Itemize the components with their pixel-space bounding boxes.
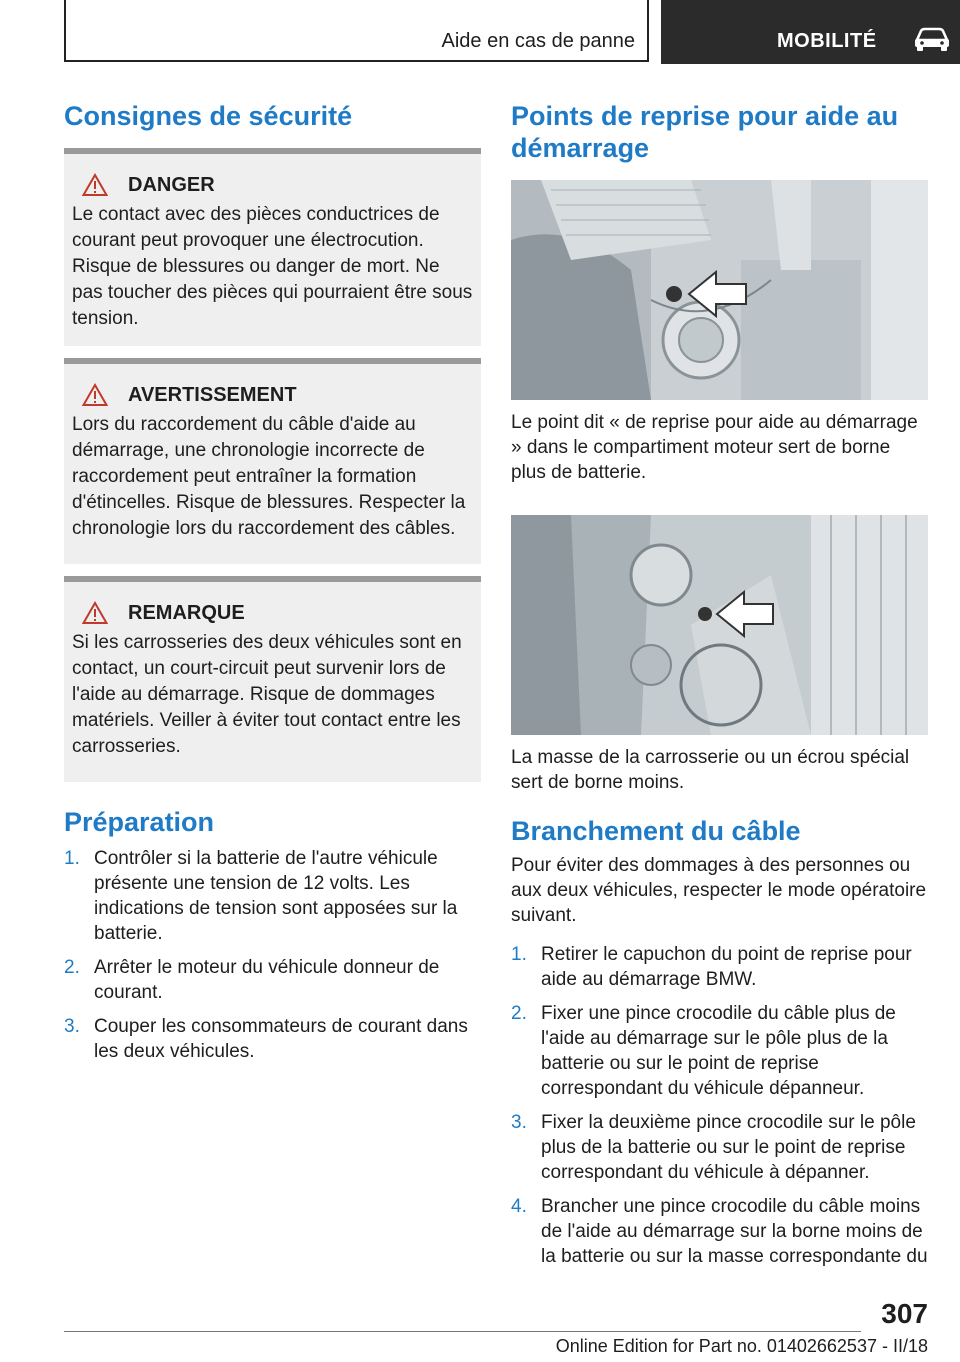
right-column [511, 100, 928, 1278]
page-header [0, 0, 960, 66]
list-item: 2. Fixer une pince crocodile du câble plus de l'aide au démarrage sur le pôle plus de la batterie ou sur le point de reprise correspondant du véhicule dépanneur. [511, 1003, 896, 1099]
list-item: 3. Fixer la deuxième pince crocodile sur le pôle plus de la batterie ou sur le point de reprise correspondant du véhicule à dépanner. [511, 1112, 916, 1183]
cable-steps [511, 942, 928, 1269]
warning-triangle-icon [82, 383, 108, 407]
left-column [64, 100, 481, 1073]
warning-text: Lors du raccordement du câble d'aide au démarrage, une chronologie incorrecte de raccordement peut entraîner la formation d'étincelles. Risque de blessures. Respecter la chronologie lors du raccordement des câbles. [72, 414, 466, 539]
car-icon [913, 26, 951, 52]
avertissement-box [64, 358, 481, 564]
warning-triangle-icon [82, 173, 108, 197]
remarque-box [64, 576, 481, 782]
cable-intro: Pour éviter des dommages à des personnes ou aux deux véhicules, respecter le mode opératoire suivant. [511, 855, 927, 926]
preparation-steps [64, 846, 481, 1064]
list-item: 3. Couper les consommateurs de courant dans les deux véhicules. [64, 1016, 468, 1062]
warning-level: AVERTISSEMENT [128, 384, 297, 406]
warning-text: Si les carrosseries des deux véhicules sont en contact, un court-circuit peut survenir lors de l'aide au démarrage. Risque de dommages matériels. Veiller à éviter tout contact entre les carrosseries. [72, 632, 462, 757]
danger-box [64, 148, 481, 346]
preparation-title: Préparation [64, 807, 215, 837]
chapter-label: MOBILITÉ [777, 30, 877, 52]
warning-triangle-icon [82, 601, 108, 625]
caption-minus: La masse de la carrosserie ou un écrou spécial sert de borne moins. [511, 747, 910, 793]
engine-bay-plus-photo [511, 180, 928, 400]
engine-bay-minus-photo [511, 515, 928, 735]
list-item: 1. Retirer le capuchon du point de reprise pour aide au démarrage BMW. [511, 944, 912, 990]
section-label: Aide en cas de panne [441, 30, 635, 52]
list-item: 1. Contrôler si la batterie de l'autre véhicule présente une tension de 12 volts. Les indications de tension sont apposées sur la batterie. [64, 848, 458, 944]
footer-divider [64, 1331, 861, 1332]
page-number: 307 [881, 1298, 928, 1329]
warning-level: DANGER [128, 174, 215, 196]
list-item: 2. Arrêter le moteur du véhicule donneur de courant. [64, 957, 440, 1003]
points-title: Points de reprise pour aide au démarrage [511, 101, 899, 163]
list-item: 4. Brancher une pince crocodile du câble moins de l'aide au démarrage sur la borne moins de la batterie ou sur la masse correspondante du [511, 1196, 928, 1267]
caption-plus: Le point dit « de reprise pour aide au démarrage » dans le compartiment moteur sert de borne plus de batterie. [511, 412, 918, 483]
section-tab [64, 0, 649, 62]
chapter-tab [661, 0, 960, 64]
safety-title: Consignes de sécurité [64, 101, 353, 131]
cable-title: Branchement du câble [511, 816, 801, 846]
warning-level: REMARQUE [128, 602, 245, 624]
edition-note: Online Edition for Part no. 01402662537 - II/18 [555, 1336, 928, 1356]
warning-text: Le contact avec des pièces conductrices de courant peut provoquer une électrocution. Risque de blessures ou danger de mort. Ne pas toucher des pièces qui pourraient être sous tension. [72, 204, 473, 329]
